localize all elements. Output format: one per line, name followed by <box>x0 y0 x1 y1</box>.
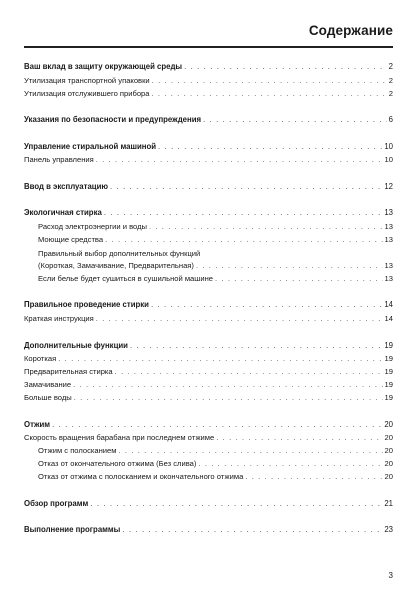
header-rule <box>24 46 393 48</box>
toc-entry-page: 20 <box>384 446 393 455</box>
toc-entry[interactable] <box>24 249 393 272</box>
dot-leader <box>96 313 383 325</box>
toc-entry-title: Отказ от отжима с полосканием и окончательного отжима <box>38 472 244 481</box>
toc-entry[interactable] <box>24 234 393 246</box>
toc-entry[interactable] <box>24 299 393 311</box>
toc-entry[interactable] <box>24 313 393 325</box>
toc-entry-title: Выполнение программы <box>24 525 121 534</box>
toc-entry-title: Утилизация отслужившего прибора <box>24 89 150 98</box>
toc-entry-page: 20 <box>384 420 393 429</box>
toc-entry[interactable] <box>24 458 393 470</box>
toc-entry-page: 14 <box>384 314 393 323</box>
toc-entry-title: Замачивание <box>24 380 72 389</box>
dot-leader <box>203 114 387 126</box>
dot-leader <box>105 234 382 246</box>
dot-leader <box>52 419 382 431</box>
toc-entry[interactable] <box>24 114 393 126</box>
dot-leader <box>110 181 382 193</box>
toc-entry-title: Отжим с полосканием <box>38 446 117 455</box>
toc-entry-title: Отжим <box>24 420 51 429</box>
toc-entry[interactable] <box>24 61 393 73</box>
toc-entry-title: Ваш вклад в защиту окружающей среды <box>24 62 183 71</box>
dot-leader <box>96 154 383 166</box>
toc-entry-page: 23 <box>384 525 393 534</box>
toc-entry-page: 13 <box>384 261 393 270</box>
toc-entry-title: Дополнительные функции <box>24 341 128 350</box>
dot-leader <box>149 221 383 233</box>
toc-entry[interactable] <box>24 154 393 166</box>
dot-leader <box>198 458 382 470</box>
toc-entry-title: Панель управления <box>24 155 94 164</box>
toc-entry[interactable] <box>24 141 393 153</box>
toc-entry-page: 14 <box>384 300 393 309</box>
toc-entry[interactable] <box>24 419 393 431</box>
toc-entry-title-line1: Правильный выбор дополнительных функций <box>38 249 201 258</box>
toc-entry[interactable] <box>24 498 393 510</box>
toc-entry[interactable] <box>24 379 393 391</box>
dot-leader <box>151 299 382 311</box>
toc-entry-page: 19 <box>384 393 393 402</box>
toc-entry-title: Больше воды <box>24 393 72 402</box>
dot-leader <box>119 445 383 457</box>
dot-leader <box>158 141 382 153</box>
dot-leader <box>215 273 383 285</box>
toc-entry-page: 13 <box>384 274 393 283</box>
page-number: 3 <box>388 571 393 580</box>
toc-entry[interactable] <box>24 432 393 444</box>
toc-entry-title: Моющие средства <box>38 235 104 244</box>
toc-entry[interactable] <box>24 353 393 365</box>
toc-entry-page: 19 <box>384 341 393 350</box>
dot-leader <box>245 471 382 483</box>
toc-entry-page: 20 <box>384 433 393 442</box>
toc-entry-title: Короткая <box>24 354 57 363</box>
dot-leader <box>152 88 387 100</box>
toc-entry-title: Управление стиральной машиной <box>24 142 157 151</box>
toc-entry-title: Краткая инструкция <box>24 314 94 323</box>
dot-leader <box>122 524 382 536</box>
toc-entry-page: 2 <box>388 76 393 85</box>
toc-entry[interactable] <box>24 524 393 536</box>
page-header <box>24 22 393 46</box>
toc-entry-page: 13 <box>384 235 393 244</box>
toc-entry[interactable] <box>24 273 393 285</box>
toc-entry-page: 19 <box>384 380 393 389</box>
toc-entry-page: 10 <box>384 142 393 151</box>
toc-entry-page: 13 <box>384 222 393 231</box>
dot-leader <box>130 340 382 352</box>
dot-leader <box>184 61 387 73</box>
dot-leader <box>104 207 383 219</box>
toc-entry-page: 12 <box>384 182 393 191</box>
toc-entry[interactable] <box>24 88 393 100</box>
toc-entry-title: Ввод в эксплуатацию <box>24 182 109 191</box>
toc-entry-page: 2 <box>388 89 393 98</box>
toc-entry-page: 19 <box>384 367 393 376</box>
dot-leader <box>216 432 382 444</box>
toc-entry[interactable] <box>24 340 393 352</box>
toc-entry[interactable] <box>24 75 393 87</box>
dot-leader <box>74 392 383 404</box>
toc-entry-title: Если белье будет сушиться в сушильной машине <box>38 274 214 283</box>
toc-entry-title: Отказ от окончательного отжима (Без слива) <box>38 459 197 468</box>
toc-entry[interactable] <box>24 471 393 483</box>
dot-leader <box>58 353 382 365</box>
dot-leader <box>90 498 382 510</box>
toc-entry-page: 10 <box>384 155 393 164</box>
toc-entry[interactable] <box>24 181 393 193</box>
toc-entry-page: 2 <box>388 62 393 71</box>
dot-leader <box>196 260 383 272</box>
toc-entry-page: 20 <box>384 472 393 481</box>
toc-entry-title: Утилизация транспортной упаковки <box>24 76 150 85</box>
toc-entry[interactable] <box>24 445 393 457</box>
toc-entry[interactable] <box>24 366 393 378</box>
toc-entry-page: 13 <box>384 208 393 217</box>
toc-entry-page: 6 <box>388 115 393 124</box>
dot-leader <box>73 379 382 391</box>
toc-entry-title: Правильное проведение стирки <box>24 300 149 309</box>
toc-entry-title: Расход электроэнергии и воды <box>38 222 147 231</box>
toc-entry-title: (Короткая, Замачивание, Предварительная) <box>38 261 194 270</box>
toc-entry-title: Указания по безопасности и предупреждения <box>24 115 202 124</box>
toc-entry[interactable] <box>24 207 393 219</box>
dot-leader <box>115 366 383 378</box>
toc-entry-title: Обзор программ <box>24 499 89 508</box>
toc-entry-page: 20 <box>384 459 393 468</box>
dot-leader <box>152 75 387 87</box>
toc-entry-page: 21 <box>384 499 393 508</box>
toc-entry-title: Предварительная стирка <box>24 367 113 376</box>
toc-entry-title: Скорость вращения барабана при последнем отжиме <box>24 433 215 442</box>
page-title: Содержание <box>308 23 393 38</box>
toc-entry[interactable] <box>24 392 393 404</box>
toc-entry-page: 19 <box>384 354 393 363</box>
toc-entry[interactable] <box>24 221 393 233</box>
toc-entry-title: Экологичная стирка <box>24 208 102 217</box>
